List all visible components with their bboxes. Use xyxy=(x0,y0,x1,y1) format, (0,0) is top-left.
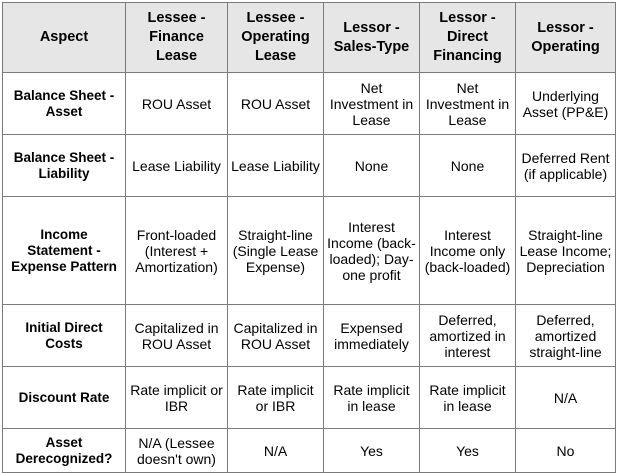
table-cell: Lease Liability xyxy=(126,135,228,197)
table-cell: None xyxy=(324,135,420,197)
row-label: Asset Derecognized? xyxy=(3,429,126,473)
header-lessor-direct-financing: Lessor - Direct Financing xyxy=(420,3,516,73)
header-aspect: Aspect xyxy=(3,3,126,73)
table-cell: No xyxy=(516,429,616,473)
table-cell: Interest Income (back-loaded); Day-one profit xyxy=(324,197,420,305)
table-row-asset-derecognized xyxy=(3,429,616,473)
table-cell: N/A (Lessee doesn't own) xyxy=(126,429,228,473)
row-label: Discount Rate xyxy=(3,367,126,429)
table-cell: Straight-line (Single Lease Expense) xyxy=(228,197,324,305)
table-cell: Yes xyxy=(420,429,516,473)
table-row-discount-rate xyxy=(3,367,616,429)
table-cell: None xyxy=(420,135,516,197)
row-label: Balance Sheet - Liability xyxy=(3,135,126,197)
table-cell: Yes xyxy=(324,429,420,473)
table-cell: Rate implicit in lease xyxy=(420,367,516,429)
table-cell: Straight-line Lease Income; Depreciation xyxy=(516,197,616,305)
table-row-balance-sheet-liability xyxy=(3,135,616,197)
row-label: Income Statement - Expense Pattern xyxy=(3,197,126,305)
lease-accounting-comparison-table xyxy=(2,2,616,473)
table-cell: Underlying Asset (PP&E) xyxy=(516,73,616,135)
table-cell: Expensed immediately xyxy=(324,305,420,367)
table-cell: Front-loaded (Interest + Amortization) xyxy=(126,197,228,305)
table-cell: ROU Asset xyxy=(126,73,228,135)
table-cell: Rate implicit in lease xyxy=(324,367,420,429)
table-cell: Net Investment in Lease xyxy=(324,73,420,135)
header-lessee-finance-lease: Lessee - Finance Lease xyxy=(126,3,228,73)
table-cell: Capitalized in ROU Asset xyxy=(126,305,228,367)
table-cell: Lease Liability xyxy=(228,135,324,197)
header-lessor-sales-type: Lessor - Sales-Type xyxy=(324,3,420,73)
table-row-initial-direct-costs xyxy=(3,305,616,367)
table-row-income-statement xyxy=(3,197,616,305)
table-cell: Interest Income only (back-loaded) xyxy=(420,197,516,305)
table-cell: Deferred, amortized in interest xyxy=(420,305,516,367)
header-lessor-operating: Lessor - Operating xyxy=(516,3,616,73)
table-cell: Deferred, amortized straight-line xyxy=(516,305,616,367)
table-cell: Capitalized in ROU Asset xyxy=(228,305,324,367)
header-lessee-operating-lease: Lessee - Operating Lease xyxy=(228,3,324,73)
row-label: Initial Direct Costs xyxy=(3,305,126,367)
header-row xyxy=(3,3,616,73)
table-cell: N/A xyxy=(228,429,324,473)
table-row-balance-sheet-asset xyxy=(3,73,616,135)
table-cell: Rate implicit or IBR xyxy=(126,367,228,429)
row-label: Balance Sheet - Asset xyxy=(3,73,126,135)
table-cell: Rate implicit or IBR xyxy=(228,367,324,429)
table-cell: ROU Asset xyxy=(228,73,324,135)
table-cell: Net Investment in Lease xyxy=(420,73,516,135)
table-cell: Deferred Rent (if applicable) xyxy=(516,135,616,197)
table-cell: N/A xyxy=(516,367,616,429)
